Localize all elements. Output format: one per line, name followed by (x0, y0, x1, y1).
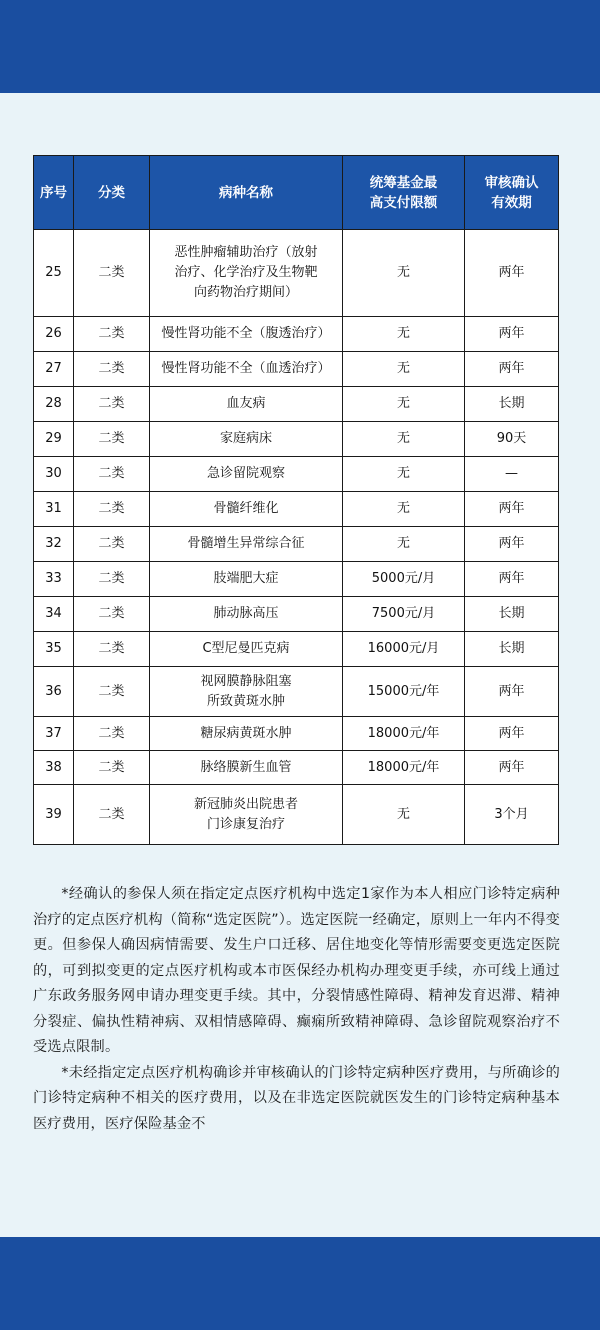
table-row (34, 717, 559, 751)
cell-disease-name: 骨髓增生异常综合征 (150, 527, 343, 562)
cell-no: 25 (34, 230, 74, 317)
cell-disease-name: 新冠肺炎出院患者 门诊康复治疗 (150, 785, 343, 845)
cell-category: 二类 (74, 597, 150, 632)
cell-no: 36 (34, 667, 74, 717)
cell-no: 34 (34, 597, 74, 632)
cell-payment-limit: 无 (343, 785, 465, 845)
table-row (34, 352, 559, 387)
note-paragraph-1: *经确认的参保人须在指定定点医疗机构中选定1家作为本人相应门诊特定病种治疗的定点医疗机构（简称“选定医院”）。选定医院一经确定，原则上一年内不得变更。但参保人确因病情需要、发生户口迁移、居住地变化等情形需要变更选定医院的，可到拟变更的定点医疗机构或本市医保经办机构办理变更手续，亦可线上通过广东政务服务网申请办理变更手续。其中，分裂情感性障碍、精神发育迟滞、精神分裂症、偏执性精神病、双相情感障碍、癫痫所致精神障碍、急诊留院观察治疗不受选点限制。 (33, 886, 560, 1055)
cell-category: 二类 (74, 317, 150, 352)
cell-payment-limit: 无 (343, 527, 465, 562)
cell-validity: 长期 (465, 597, 559, 632)
cell-no: 37 (34, 717, 74, 751)
cell-payment-limit: 18000元/年 (343, 751, 465, 785)
table-body (34, 230, 559, 845)
cell-category: 二类 (74, 562, 150, 597)
cell-validity: — (465, 457, 559, 492)
cell-payment-limit: 无 (343, 422, 465, 457)
cell-payment-limit: 7500元/月 (343, 597, 465, 632)
table-row (34, 785, 559, 845)
cell-payment-limit: 无 (343, 352, 465, 387)
header-validity: 审核确认 有效期 (465, 156, 559, 230)
cell-disease-name: 家庭病床 (150, 422, 343, 457)
cell-category: 二类 (74, 527, 150, 562)
cell-disease-name: 骨髓纤维化 (150, 492, 343, 527)
cell-category: 二类 (74, 667, 150, 717)
cell-no: 28 (34, 387, 74, 422)
cell-disease-name: 视网膜静脉阻塞 所致黄斑水肿 (150, 667, 343, 717)
table-row (34, 632, 559, 667)
note-paragraph-2: *未经指定定点医疗机构确诊并审核确认的门诊特定病种医疗费用，与所确诊的门诊特定病种不相关的医疗费用，以及在非选定医院就医发生的门诊特定病种基本医疗费用，医疗保险基金不 (33, 1064, 560, 1132)
table-row (34, 422, 559, 457)
cell-no: 31 (34, 492, 74, 527)
table-row (34, 562, 559, 597)
cell-no: 38 (34, 751, 74, 785)
cell-payment-limit: 15000元/年 (343, 667, 465, 717)
header-disease-name: 病种名称 (150, 156, 343, 230)
cell-no: 27 (34, 352, 74, 387)
cell-disease-name: 恶性肿瘤辅助治疗（放射 治疗、化学治疗及生物靶 向药物治疗期间） (150, 230, 343, 317)
cell-category: 二类 (74, 230, 150, 317)
cell-validity: 两年 (465, 562, 559, 597)
cell-category: 二类 (74, 352, 150, 387)
cell-validity: 3个月 (465, 785, 559, 845)
cell-validity: 两年 (465, 352, 559, 387)
cell-validity: 两年 (465, 492, 559, 527)
cell-disease-name: C型尼曼匹克病 (150, 632, 343, 667)
cell-category: 二类 (74, 632, 150, 667)
cell-validity: 两年 (465, 717, 559, 751)
cell-validity: 两年 (465, 527, 559, 562)
cell-no: 26 (34, 317, 74, 352)
cell-validity: 两年 (465, 317, 559, 352)
cell-disease-name: 血友病 (150, 387, 343, 422)
cell-disease-name: 糖尿病黄斑水肿 (150, 717, 343, 751)
top-banner (0, 0, 600, 93)
cell-no: 39 (34, 785, 74, 845)
table-row (34, 667, 559, 717)
notes-section (33, 882, 560, 1137)
cell-category: 二类 (74, 785, 150, 845)
cell-no: 32 (34, 527, 74, 562)
cell-validity: 两年 (465, 751, 559, 785)
cell-no: 30 (34, 457, 74, 492)
cell-validity: 长期 (465, 387, 559, 422)
cell-validity: 90天 (465, 422, 559, 457)
cell-no: 33 (34, 562, 74, 597)
cell-disease-name: 慢性肾功能不全（腹透治疗） (150, 317, 343, 352)
table-row (34, 597, 559, 632)
table-header-row (34, 156, 559, 230)
cell-validity: 长期 (465, 632, 559, 667)
cell-payment-limit: 18000元/年 (343, 717, 465, 751)
table-row (34, 387, 559, 422)
cell-payment-limit: 16000元/月 (343, 632, 465, 667)
cell-category: 二类 (74, 717, 150, 751)
cell-disease-name: 肺动脉高压 (150, 597, 343, 632)
cell-category: 二类 (74, 387, 150, 422)
cell-payment-limit: 无 (343, 387, 465, 422)
table-row (34, 751, 559, 785)
cell-category: 二类 (74, 422, 150, 457)
cell-no: 35 (34, 632, 74, 667)
cell-validity: 两年 (465, 667, 559, 717)
cell-disease-name: 急诊留院观察 (150, 457, 343, 492)
cell-payment-limit: 无 (343, 317, 465, 352)
table-row (34, 317, 559, 352)
cell-category: 二类 (74, 751, 150, 785)
header-payment-limit: 统筹基金最 高支付限额 (343, 156, 465, 230)
table-row (34, 230, 559, 317)
cell-validity: 两年 (465, 230, 559, 317)
cell-payment-limit: 无 (343, 492, 465, 527)
header-category: 分类 (74, 156, 150, 230)
table-row (34, 527, 559, 562)
table-row (34, 457, 559, 492)
cell-payment-limit: 无 (343, 230, 465, 317)
header-no: 序号 (34, 156, 74, 230)
special-disease-table (33, 155, 559, 845)
cell-disease-name: 肢端肥大症 (150, 562, 343, 597)
cell-payment-limit: 无 (343, 457, 465, 492)
cell-payment-limit: 5000元/月 (343, 562, 465, 597)
cell-no: 29 (34, 422, 74, 457)
bottom-banner (0, 1237, 600, 1330)
cell-disease-name: 慢性肾功能不全（血透治疗） (150, 352, 343, 387)
table-row (34, 492, 559, 527)
cell-category: 二类 (74, 457, 150, 492)
cell-category: 二类 (74, 492, 150, 527)
cell-disease-name: 脉络膜新生血管 (150, 751, 343, 785)
